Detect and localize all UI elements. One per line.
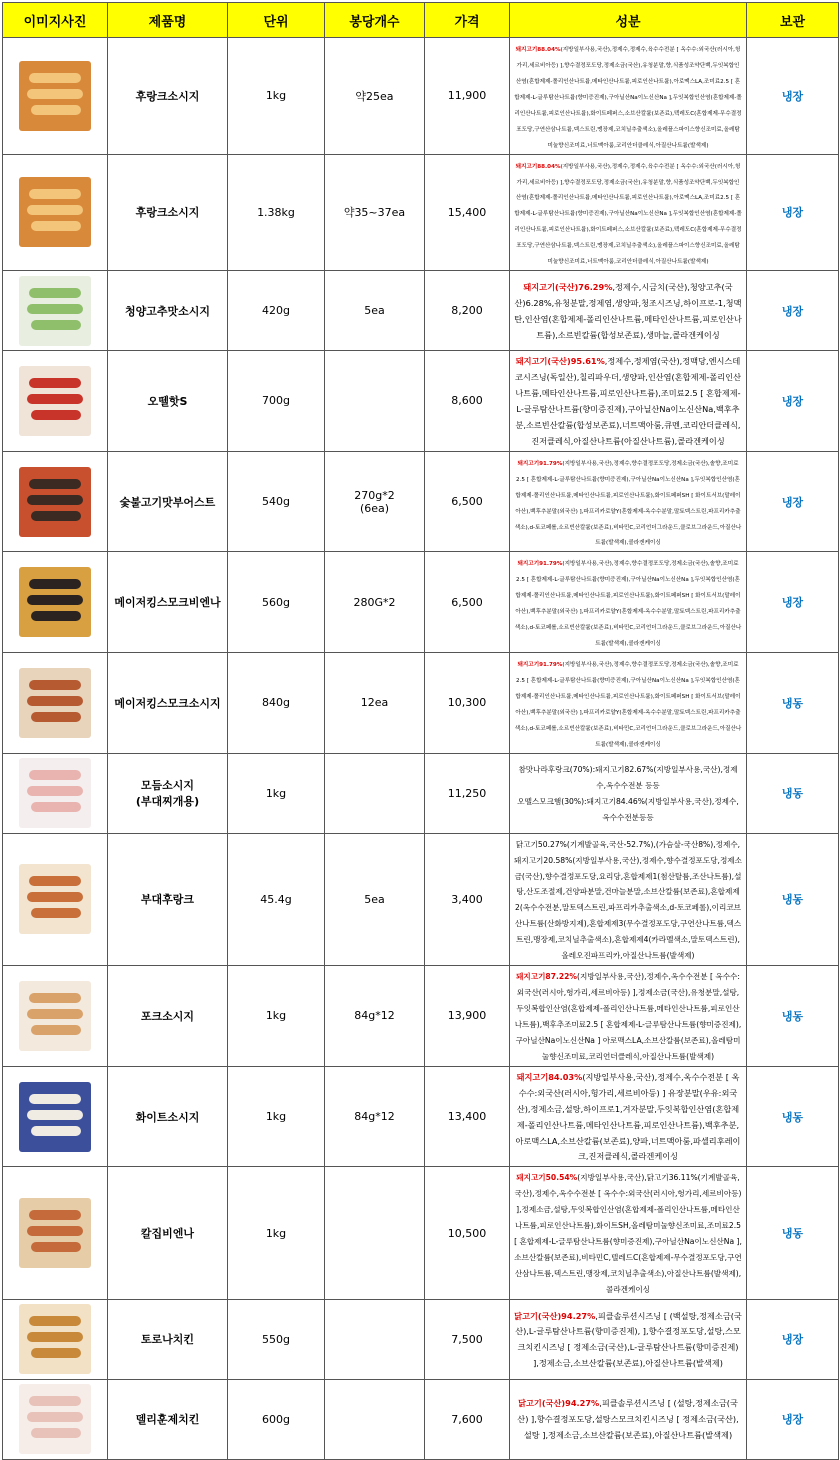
- product-count: [325, 1299, 425, 1379]
- table-row: [3, 38, 839, 155]
- header-count: 봉당개수: [325, 3, 425, 38]
- ingredient-detail: (지방일부사용,국산),정제수,향수결정포도당,정제소금(국산),솔향,조미료2.5 [ 혼합제제-L-글루탐산나트륨(향미증진제),구아닐산Na이노신산Na ],두잇복합인산염(혼합제제-폴리인산나트륨,메타인산나트륨,피로인산나트륨),화이트페퍼SH [ 화이트서브(말레이아산),백후추분말(외국산) ],파프리카로얄Y(혼합제제-옥수수분말,말토덱스트린,파프리카추출색소),d-토코페롤,소르빈산칼륨(보존료),비타민C,코리언더그라운드,클로브그라운드,아질산나트륨(발색제),콜라겐케이싱: [514, 662, 742, 748]
- product-ingredients: [510, 451, 747, 552]
- ingredient-main-meat: 돼지고기(국산)95.61%: [515, 356, 605, 367]
- ingredient-detail: (지방일부사용,국산),정제수,향수결정포도당,정제소금(국산),솔향,조미료2.5 [ 혼합제제-L-글루탐산나트륨(향미증진제),구아닐산Na이노신산Na ],두잇복합인산염(혼합제제-폴리인산나트륨,메타인산나트륨,피로인산나트륨),화이트페퍼SH [ 화이트서브(말레이아산),백후추분말(외국산) ],파프리카로얄Y(혼합제제-옥수수분말,말토덱스트린,파프리카추출색소),d-토코페롤,소르빈산칼륨(보존료),비타민C,코리언더그라운드,클로브그라운드,아질산나트륨(발색제),콜라겐케이싱: [514, 561, 742, 648]
- product-name: 메이저킹스모크소시지: [108, 653, 228, 754]
- product-count: [325, 1167, 425, 1300]
- product-image-cell: [3, 552, 108, 653]
- product-ingredients: [510, 38, 747, 155]
- product-unit: 1kg: [228, 38, 325, 155]
- product-unit: 420g: [228, 271, 325, 351]
- ingredient-detail: (지방일부사용,국산),닭고기36.11%(기계발골육,국산),정제수,옥수수전분 [ 옥수수:외국산(러시아,헝가리,세르비아등) ],정제소금,설탕,두잇복합인산염(혼합제제-폴리인산나트륨,메타인산나트륨,피로인산나트륨),화이트SH,올레탐미눌향신조미료,조미료2.5 [ 혼합제제-L-글루탐산나트륨(향미증진제),구아닐산Na이노신산Na ],소브산칼륨(보존료),비타민C,텔레드C(혼합제제-무수결정포도당,구연산삼나트륨,덱스트린,맹장제,코치닐추출색소),아질산나트륨(발색제),콜라겐케이싱: [514, 1173, 742, 1294]
- product-name: 후랑크소시지: [108, 38, 228, 155]
- ingredient-detail: 닭고기50.27%(기계발골육,국산-52.7%),(가슴살-국산8%),정제수,돼지고기20.58%(지방일부사용,국산),정제수,향수결정포도당,정제소금(국산),향수결정포도당,요리당,혼합제제1(첨산탈륨,조산나트륨),설탕,산도조절제,건양파분말,건마늘분말,소브산칼륨(보존료),혼합제제2(옥수수전분,말토덱스트린,파프리카추출색소,d-토코페롤),이리코브산나트륨(산화방지제),혼합제제3(무수결정포도당,구연산나트륨,덱스트린,맹장제,코치닐추출색소),혼합제제4(카라멜색소,말토덱스트린),올레오진파프리카,아질산나트륨(발색제): [514, 839, 742, 961]
- table-row: [3, 1066, 839, 1167]
- product-unit: 1kg: [228, 753, 325, 833]
- product-name: 포크소시지: [108, 966, 228, 1067]
- product-storage: 냉동: [747, 753, 839, 833]
- chili-sausage-image: [19, 276, 91, 346]
- product-storage: 냉장: [747, 1379, 839, 1459]
- product-storage: 냉동: [747, 1167, 839, 1300]
- sausage-pack-image: [19, 61, 91, 131]
- product-ingredients: [510, 552, 747, 653]
- product-ingredients: [510, 1066, 747, 1167]
- product-storage: 냉동: [747, 966, 839, 1067]
- product-count: 5ea: [325, 833, 425, 966]
- table-row: [3, 966, 839, 1067]
- product-price: 7,600: [425, 1379, 510, 1459]
- header-ingredients: 성분: [510, 3, 747, 38]
- header-name: 제품명: [108, 3, 228, 38]
- product-name: 토로나치킨: [108, 1299, 228, 1379]
- product-unit: 540g: [228, 451, 325, 552]
- product-name: 모듬소시지 (부대찌개용): [108, 753, 228, 833]
- header-price: 가격: [425, 3, 510, 38]
- product-price: 8,200: [425, 271, 510, 351]
- product-price: 10,300: [425, 653, 510, 754]
- table-row: [3, 451, 839, 552]
- product-ingredients: [510, 1299, 747, 1379]
- ingredient-main-meat: 돼지고기91.79%: [517, 460, 563, 467]
- product-unit: 600g: [228, 1379, 325, 1459]
- product-image-cell: [3, 753, 108, 833]
- army-frank-pack-image: [19, 864, 91, 934]
- spiral-sausage-image: [19, 366, 91, 436]
- product-ingredients: [510, 833, 747, 966]
- product-price: 10,500: [425, 1167, 510, 1300]
- product-count: [325, 351, 425, 452]
- product-storage: 냉장: [747, 1299, 839, 1379]
- table-row: [3, 753, 839, 833]
- product-image-cell: [3, 1167, 108, 1300]
- table-row: [3, 1299, 839, 1379]
- bbq-wurst-pack-image: [19, 467, 91, 537]
- product-image-cell: [3, 1379, 108, 1459]
- product-name: 후랑크소시지: [108, 154, 228, 271]
- product-price: 3,400: [425, 833, 510, 966]
- product-image-cell: [3, 351, 108, 452]
- pork-sausage-pack-image: [19, 981, 91, 1051]
- product-name: 칼집비엔나: [108, 1167, 228, 1300]
- product-table: [2, 2, 839, 1460]
- product-count: [325, 753, 425, 833]
- product-name: 오뗄핫S: [108, 351, 228, 452]
- ingredient-main-meat: 돼지고기91.79%: [517, 662, 563, 668]
- product-image-cell: [3, 271, 108, 351]
- product-unit: 1.38kg: [228, 154, 325, 271]
- ingredient-main-meat: 닭고기(국산)94.27%: [518, 1398, 600, 1409]
- product-storage: 냉장: [747, 271, 839, 351]
- sliced-sausage-bag-image: [19, 758, 91, 828]
- ingredient-main-meat: 돼지고기88.04%: [515, 163, 561, 170]
- table-row: [3, 1379, 839, 1459]
- table-body: [3, 38, 839, 1460]
- product-ingredients: [510, 753, 747, 833]
- table-row: [3, 833, 839, 966]
- product-ingredients: [510, 271, 747, 351]
- product-image-cell: [3, 966, 108, 1067]
- product-count: [325, 1379, 425, 1459]
- ingredient-detail: 참맛나라후랑크(70%):돼지고기82.67%(지방일부사용,국산),정제수,옥수수전분 등등 오뗄스모크햄(30%):돼지고기84.46%(지방일부사용,국산),정제수,옥수수전분등등: [517, 765, 739, 823]
- product-name: 부대후랑크: [108, 833, 228, 966]
- product-unit: 1kg: [228, 1167, 325, 1300]
- product-storage: 냉동: [747, 653, 839, 754]
- ingredient-main-meat: 돼지고기50.54%: [516, 1173, 578, 1183]
- product-unit: 700g: [228, 351, 325, 452]
- ingredient-detail: ,정제수,시금치(국산),청양고추(국산)6.28%,유청분말,정제염,생양파,청조시즈닝,하이프로-1,청맥탄,인산염(혼합제제-폴리인산나트륨,메타인산나트륨,피로인산나트륨),소르빈칼륨(합성보존료),생마늘,콜라겐케이싱: [514, 281, 742, 340]
- ingredient-detail: (지방일부사용,국산),정제수,정제수,육수수전분 [ 옥수수:외국산(러시아,헝가리,세르비아등) ],향수결정포도당,정제소금(국산),유청분말,향,식품성조약단백,두잇복합인산염(혼합제제-폴리인산나트륨,메타인산나트륨,피로인산나트륨),아로맥스LA,조미료2.5 [ 혼합제제-L-글루탐산나트륨(향미증진제),구아닐산Na이노신산Na ],두잇복합인산염(혼합제제-폴리인산나트륨,피로인산나트륨),화이트페퍼스,소브산칼륨(보존료),텍레도C(혼합제제-무수결정포도당,구연산삼나트륨,덱스트린,맹장제,코치닐추출색소),올레플스파이스향신조미료,올레탐미눌향신조미료,너트맥아룸,코리안더클레식,아질산나트륨(발색제): [514, 163, 742, 266]
- product-image-cell: [3, 1299, 108, 1379]
- product-image-cell: [3, 451, 108, 552]
- product-unit: 560g: [228, 552, 325, 653]
- table-row: [3, 351, 839, 452]
- table-row: [3, 653, 839, 754]
- table-row: [3, 154, 839, 271]
- product-storage: 냉장: [747, 451, 839, 552]
- table-row: [3, 552, 839, 653]
- product-image-cell: [3, 653, 108, 754]
- ingredient-main-meat: 돼지고기87.22%: [516, 972, 578, 982]
- product-count: 84g*12: [325, 1066, 425, 1167]
- ingredient-detail: (지방일부사용,국산),정제수,옥수수전분 [ 옥수수:외국산(러시아,헝가리,세르비아등) ],정제소금(국산),유청분말,설탕,두잇복합인산염(혼합제제-폴리인산나트륨,메타인산나트륨,피로인산나트륨),백후추조미료2.5 [ 혼합제제-L-글루탐산나트륨(향미증진제),구아닐산Na이노신산Na ] 아로맥스LA,소브산칼륨(보존료),올레탐미눌향신조미료,코리언더클레식,아질산나트륨(발색제): [514, 972, 742, 1061]
- ingredient-main-meat: 돼지고기91.79%: [517, 561, 563, 568]
- product-ingredients: [510, 966, 747, 1067]
- product-count: 5ea: [325, 271, 425, 351]
- ingredient-main-meat: 돼지고기84.03%: [516, 1071, 583, 1082]
- product-price: 15,400: [425, 154, 510, 271]
- product-count: 270g*2 (6ea): [325, 451, 425, 552]
- product-unit: 1kg: [228, 1066, 325, 1167]
- header-storage: 보관: [747, 3, 839, 38]
- product-unit: 840g: [228, 653, 325, 754]
- product-name: 델리훈제치킨: [108, 1379, 228, 1459]
- major-kings-pack-image: [19, 567, 91, 637]
- product-storage: 냉장: [747, 552, 839, 653]
- ingredient-detail: ,피클솔루션시즈닝 [ (백설탕,정제소금(국산),L-글루탐산나트륨(향미증진제), ],향수결정포도당,설탕,스모크치킨시즈닝 [ 정제소금(국산),L-글루탐산나트륨(향미증진제) ],정제소금,소브산칼륨(보존료),아질산나트륨(발색제): [515, 1310, 742, 1369]
- product-storage: 냉동: [747, 833, 839, 966]
- ingredient-detail: ,피클솔루션시즈닝 [ (설탕,정제소금(국산) ],향수결정포도당,설탕스모크치킨시즈닝 [ 정제소금(국산),설탕 ],정제소금,소브산칼륨(보존료),아질산나트륨(발색제): [517, 1398, 739, 1441]
- product-count: 약25ea: [325, 38, 425, 155]
- product-price: 11,250: [425, 753, 510, 833]
- product-name: 화이트소시지: [108, 1066, 228, 1167]
- product-ingredients: [510, 351, 747, 452]
- product-unit: 45.4g: [228, 833, 325, 966]
- header-image: 이미지사진: [3, 3, 108, 38]
- ingredient-detail: (지방일부사용,국산),정제수,옥수수전분 [ 옥수수:외국산(러시아,헝가리,세르비아등) ] 유장분말(우유:외국산),정제소금,설탕,하이프로1,겨자분말,두잇복합인산염(혼합제제-폴리인산나트륨,메타인산나트륨,피로인산나트륨),백후추분,아로맥스LA,소브산칼륨(보존료),양파,너트맥아룸,파셀리후레이크,진저클레식,콜라겐케이싱: [515, 1071, 741, 1162]
- ingredient-detail: ,정제수,정제염(국산),정맥당,엔시스데코시즈닝(독일산),칠리파우더,생양파,인산염(혼합제제-폴리인산나트륨,메타인산나트륨,피로인산나트륨),조미료2.5 [ 혼합제제-L-글루탐산나트륨(향미증진제),구아닐산Na이노신산Na,백후추분,소르빈산칼륨(합성보존료),너트맥아룸,큐멘,코리안더클레식,진저클레식,아질산나트륨(아질산나트륨),콜라겐케이싱: [515, 356, 741, 446]
- ingredient-detail: (지방일부사용,국산),정제수,향수결정포도당,정제소금(국산),솔향,조미료2.5 [ 혼합제제-L-글루탐산나트륨(향미증진제),구아닐산Na이노신산Na ],두잇복합인산염(혼합제제-폴리인산나트륨,메타인산나트륨,피로인산나트륨),화이트페퍼SH [ 화이트서브(말레이아산),백후추분말(외국산) ],파프리카로얄Y(혼합제제-옥수수분말,말토덱스트린,파프리카추출색소),d-토코페롤,소르빈산칼륨(보존료),비타민C,코리언더그라운드,클로브그라운드,아질산나트륨(발색제),콜라겐케이싱: [514, 460, 742, 547]
- cocktail-vienna-bag-image: [19, 1198, 91, 1268]
- product-price: 8,600: [425, 351, 510, 452]
- ingredient-main-meat: 돼지고기(국산)76.29%: [523, 281, 613, 292]
- product-image-cell: [3, 833, 108, 966]
- product-count: 약35~37ea: [325, 154, 425, 271]
- header-unit: 단위: [228, 3, 325, 38]
- product-ingredients: [510, 154, 747, 271]
- product-image-cell: [3, 38, 108, 155]
- table-header: [3, 3, 839, 38]
- product-storage: 냉장: [747, 38, 839, 155]
- product-name: 숯불고기맛부어스트: [108, 451, 228, 552]
- product-ingredients: [510, 1167, 747, 1300]
- product-price: 13,400: [425, 1066, 510, 1167]
- product-unit: 550g: [228, 1299, 325, 1379]
- product-storage: 냉장: [747, 351, 839, 452]
- product-storage: 냉장: [747, 154, 839, 271]
- product-storage: 냉동: [747, 1066, 839, 1167]
- ingredient-detail: (지방일부사용,국산),정제수,정제수,육수수전분 [ 옥수수:외국산(러시아,헝가리,세르비아등) ],향수결정포도당,정제소금(국산),유청분말,향,식품성조약단백,두잇복합인산염(혼합제제-폴리인산나트륨,메타인산나트륨,피로인산나트륨),아로맥스LA,조미료2.5 [ 혼합제제-L-글루탐산나트륨(향미증진제),구아닐산Na이노신산Na ],두잇복합인산염(혼합제제-폴리인산나트륨,피로인산나트륨),화이트페퍼스,소브산칼륨(보존료),텍레도C(혼합제제-무수결정포도당,구연산삼나트륨,덱스트린,맹장제,코치닐추출색소),올레플스파이스향신조미료,올레탐미눌향신조미료,너트맥아룸,코리안더클레식,아질산나트륨(발색제): [514, 47, 742, 149]
- product-image-cell: [3, 1066, 108, 1167]
- product-price: 13,900: [425, 966, 510, 1067]
- product-price: 6,500: [425, 552, 510, 653]
- product-unit: 1kg: [228, 966, 325, 1067]
- table-row: [3, 1167, 839, 1300]
- product-name: 청양고추맛소시지: [108, 271, 228, 351]
- table-row: [3, 271, 839, 351]
- product-name: 메이저킹스모크비엔나: [108, 552, 228, 653]
- product-count: 12ea: [325, 653, 425, 754]
- product-price: 7,500: [425, 1299, 510, 1379]
- product-price: 6,500: [425, 451, 510, 552]
- product-image-cell: [3, 154, 108, 271]
- product-ingredients: [510, 1379, 747, 1459]
- product-price: 11,900: [425, 38, 510, 155]
- smoked-chicken-image: [19, 1384, 91, 1454]
- ingredient-main-meat: 닭고기(국산)94.27%: [514, 1310, 596, 1321]
- product-count: 280G*2: [325, 552, 425, 653]
- sausage-row-image: [19, 668, 91, 738]
- roast-chicken-image: [19, 1304, 91, 1374]
- product-count: 84g*12: [325, 966, 425, 1067]
- sausage-pack-image: [19, 177, 91, 247]
- ingredient-main-meat: 돼지고기88.04%: [515, 47, 561, 53]
- white-sausage-pack-image: [19, 1082, 91, 1152]
- product-ingredients: [510, 653, 747, 754]
